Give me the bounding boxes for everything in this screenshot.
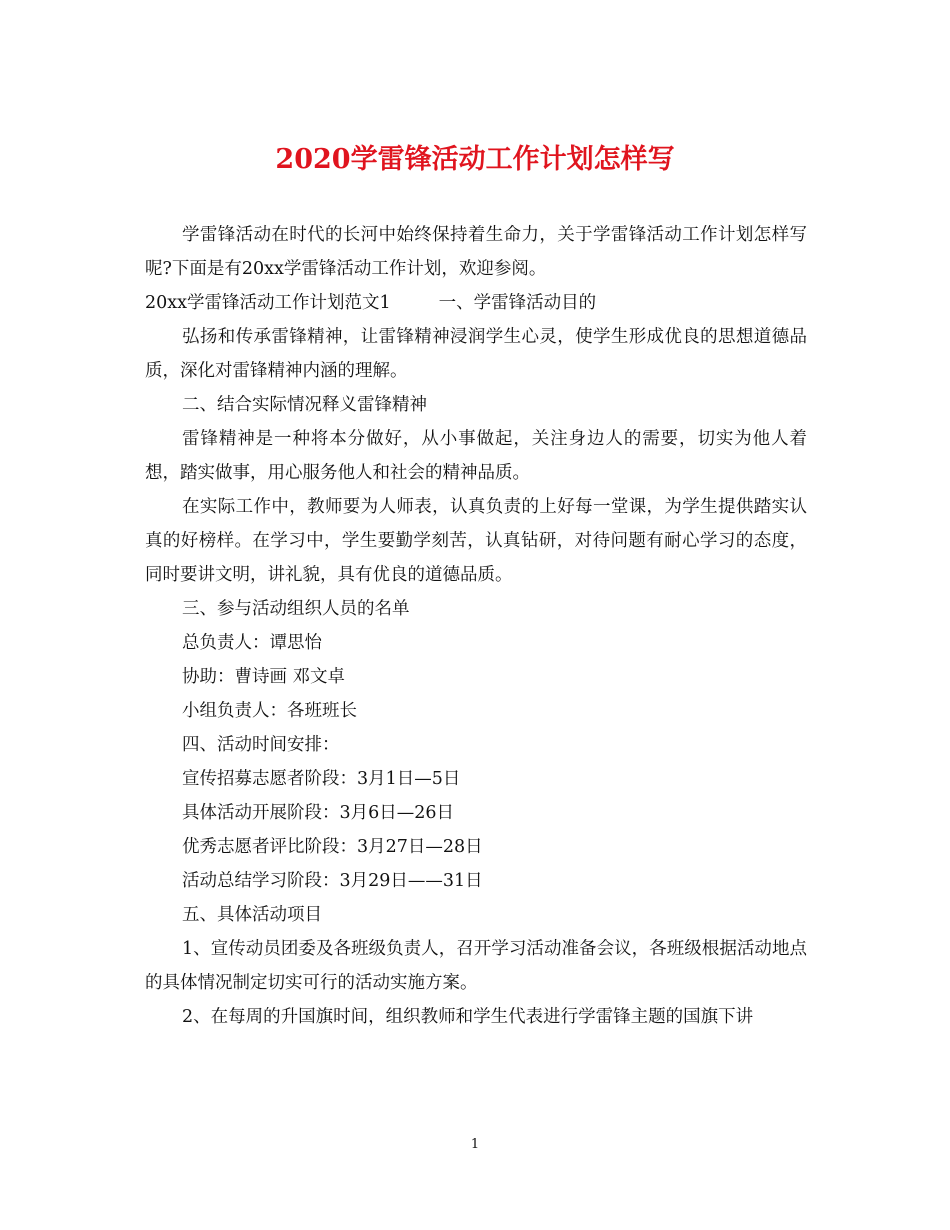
heading-purpose: 一、学雷锋活动目的: [438, 293, 597, 313]
heading-projects: 五、具体活动项目: [182, 905, 322, 925]
practice-paragraph: 在实际工作中，教师要为人师表，认真负责的上好每一堂课，为学生提供踏实认真的好榜样。在学习中，学生要勤学刻苦，认真钻研，对待问题有耐心学习的态度，同时要讲文明，讲礼貌，具有优良的道德品质。: [145, 497, 807, 585]
purpose-paragraph: 弘扬和传承雷锋精神，让雷锋精神浸润学生心灵，使学生形成优良的思想道德品质，深化对雷锋精神内涵的理解。: [145, 327, 807, 381]
schedule-item: 宣传招募志愿者阶段：3月1日—5日: [182, 769, 461, 789]
document-body: [145, 218, 807, 1034]
schedule-item: 活动总结学习阶段：3月29日——31日: [182, 871, 483, 891]
heading-spirit: 二、结合实际情况释义雷锋精神: [182, 395, 427, 415]
document-title: 2020学雷锋活动工作计划怎样写: [275, 144, 675, 175]
heading-schedule: 四、活动时间安排：: [182, 735, 340, 755]
staff-leader: 总负责人：谭思怡: [182, 633, 322, 653]
staff-assistants: 协助：曹诗画 邓文卓: [182, 667, 346, 687]
project-item-2: 2、在每周的升国旗时间，组织教师和学生代表进行学雷锋主题的国旗下讲: [182, 1007, 754, 1027]
schedule-item: 具体活动开展阶段：3月6日—26日: [182, 803, 455, 823]
spirit-paragraph: 雷锋精神是一种将本分做好，从小事做起，关注身边人的需要，切实为他人着想，踏实做事，用心服务他人和社会的精神品质。: [145, 429, 807, 483]
section-line: [145, 286, 807, 320]
project-item-1: 1、宣传动员团委及各班级负责人，召开学习活动准备会议，各班级根据活动地点的具体情况制定切实可行的活动实施方案。: [145, 939, 807, 993]
staff-group-leaders: 小组负责人：各班班长: [182, 701, 357, 721]
heading-staff: 三、参与活动组织人员的名单: [182, 599, 410, 619]
intro-paragraph: 学雷锋活动在时代的长河中始终保持着生命力，关于学雷锋活动工作计划怎样写呢?下面是有20xx学雷锋活动工作计划，欢迎参阅。: [145, 225, 807, 279]
section-label: 20xx学雷锋活动工作计划范文1: [145, 293, 391, 313]
schedule-item: 优秀志愿者评比阶段：3月27日—28日: [182, 837, 483, 857]
page-number: 1: [470, 1137, 480, 1152]
